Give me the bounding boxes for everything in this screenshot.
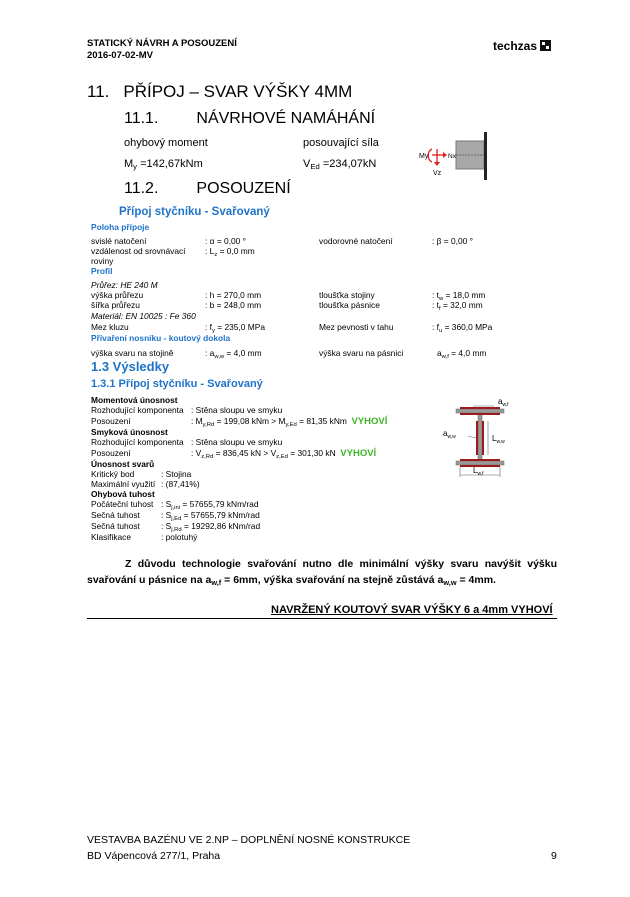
fig-vz-label: Vz (433, 170, 442, 177)
shear-value (303, 158, 376, 170)
sirka-value: : b = 248,0 mm (205, 300, 262, 310)
subsection-1-heading (124, 110, 375, 128)
stojina-label: tloušťka stojiny (319, 290, 375, 300)
conclusion-paragraph (87, 556, 557, 588)
stojina-sub: w (438, 296, 444, 302)
sec2-number: = 19292,86 kNm/rad (181, 521, 261, 531)
moment-pos-value (191, 416, 387, 427)
svar-pasnice-sub: w,f (441, 354, 449, 360)
vyuziti-label: Maximální využití (91, 479, 156, 489)
vzdalenost-label-2: roviny (91, 256, 114, 266)
moment-subscript: y (133, 162, 138, 171)
pevnost-symbol: : f (432, 322, 439, 332)
vodorovne-label: vodorovné natočení (319, 236, 393, 246)
shear-number: =234,07kN (322, 158, 377, 170)
footer-project: VESTAVBA BAZÉNU VE 2.NP – DOPLNĚNÍ NOSNÉ KONSTRUKCE (87, 834, 411, 846)
stojina-value (432, 290, 485, 300)
smyk-komp-value: : Stěna sloupu ve smyku (191, 437, 283, 447)
lww-label: $L_{w,w}$ (492, 434, 505, 445)
subsection-1-title: NÁVRHOVÉ NAMÁHÁNÍ (196, 110, 376, 127)
svar-pasnice-number: = 4,0 mm (448, 348, 487, 358)
klas-value: : polotuhý (161, 532, 198, 542)
shear-label: posouvající síla (303, 137, 379, 149)
aww-leader (468, 436, 476, 438)
poc-value (161, 499, 259, 509)
aww-label: $a_{w,w}$ (443, 429, 456, 440)
vzdalenost-number: = 0,0 mm (217, 246, 255, 256)
svar-stojina-symbol: : a (205, 348, 215, 358)
poloha-heading: Poloha přípoje (91, 222, 150, 232)
sec2-sub: j,Rd (171, 527, 182, 533)
top-flange-weld-under (460, 413, 500, 415)
sec1-label: Sečná tuhost (91, 510, 140, 520)
pasnice-value (432, 300, 483, 310)
moment-number: =142,67kNm (140, 158, 203, 170)
company-logo (493, 39, 551, 53)
pevnost-number: = 360,0 MPa (442, 322, 493, 332)
logo-mark-icon (540, 40, 551, 51)
nx-arrowhead-icon (443, 152, 447, 158)
vysledky-heading: 1.3 Výsledky (91, 359, 170, 374)
moment-pos-label: Posouzení (91, 416, 131, 426)
logo-text: techzas (493, 39, 538, 53)
poc-number: = 57655,79 kNm/rad (180, 499, 259, 509)
web (478, 415, 482, 461)
doc-header-title: STATICKÝ NÁVRH A POSOUZENÍ (87, 38, 237, 49)
med-value: = 81,35 kNm (296, 416, 347, 426)
mrd-sub: y,Rd (202, 422, 215, 428)
unosnost-heading: Únosnost svarů (91, 459, 155, 469)
svar-stojina-number: = 4,0 mm (224, 348, 262, 358)
vrd-sub: z,Rd (201, 454, 214, 460)
vrd-value: = 836,45 kN > V (213, 448, 277, 458)
sec1-symbol: : S (161, 510, 172, 520)
smyk-result-badge: VYHOVÍ (340, 448, 377, 459)
report-title: Přípoj styčníku - Svařovaný (119, 206, 270, 218)
profil-heading: Profil (91, 266, 113, 276)
ved-value: = 301,30 kN (287, 448, 336, 458)
poc-sub: j,ini (171, 505, 181, 511)
section-heading (87, 82, 352, 102)
svar-pasnice-label: výška svaru na pásnici (319, 348, 404, 358)
moment-arrow-icon (428, 149, 432, 162)
moment-komp-label: Rozhodující komponenta (91, 405, 184, 415)
footer-address: BD Vápencová 277/1, Praha (87, 850, 221, 862)
vrd-symbol: : V (191, 448, 202, 458)
prurez-label: Průřez: HE 240 M (91, 280, 158, 290)
sec2-value (161, 521, 260, 531)
web-weld-right (482, 421, 484, 455)
section-number: 11. (87, 82, 110, 101)
pasnice-label: tloušťka pásnice (319, 300, 380, 310)
vyska-label: výška průřezu (91, 290, 144, 300)
svisle-label: svislé natočení (91, 236, 147, 246)
med-sub: y,Ed (285, 422, 297, 428)
mrd-value: = 199,08 kNm > M (214, 416, 286, 426)
svisle-value: : α = 0,00 ° (205, 236, 247, 246)
vyuziti-value: : (87,41%) (161, 479, 200, 489)
svar-pasnice-symbol: a (437, 348, 442, 358)
vyska-value: : h = 270,0 mm (205, 290, 262, 300)
moment-symbol: M (124, 158, 134, 170)
fig-my-label: My (419, 153, 429, 160)
subsection-2-title: POSOUZENÍ (196, 180, 291, 197)
verdict-rule (87, 618, 557, 619)
kluz-number: = 235,0 MPa (214, 322, 265, 332)
sec1-sub: j,Ed (171, 516, 182, 522)
shear-subscript: Ed (310, 162, 320, 171)
stojina-symbol: : t (432, 290, 439, 300)
poc-label: Počáteční tuhost (91, 499, 154, 509)
material-label: Materiál: EN 10025 : Fe 360 (91, 311, 196, 321)
bottom-flange-weld-under (460, 465, 500, 467)
pevnost-label: Mez pevnosti v tahu (319, 322, 394, 332)
stojina-number: = 18,0 mm (443, 290, 486, 300)
shear-symbol: V (303, 158, 311, 170)
force-diagram (418, 132, 490, 182)
lwf-label: $L_{w,f}$ (473, 466, 484, 477)
svar-heading: Přivaření nosníku - koutový dokola (91, 333, 231, 343)
subsection-1-number: 11.1. (124, 110, 159, 127)
smyk-komp-label: Rozhodující komponenta (91, 437, 184, 447)
doc-header-id: 2016-07-02-MV (87, 50, 154, 61)
moment-result-badge: VYHOVÍ (351, 416, 388, 427)
awf-label: $a_{w,f}$ (498, 397, 509, 408)
sec1-number: = 57655,79 kNm/rad (181, 510, 260, 520)
conclusion-text-1: Z důvodu technologie svařování nutno dle minimální výšky svaru navýšit výšku svařování u pásnice na a (87, 558, 557, 586)
smyk-heading: Smyková únosnost (91, 427, 168, 437)
fig-nx-label: Nx (448, 153, 456, 160)
bod-value: : Stojina (161, 469, 192, 479)
ved-sub: z,Ed (276, 454, 288, 460)
conclusion-text-2: = 6mm, výška svařování na stejně zůstává a (221, 574, 444, 586)
svar-stojina-label: výška svaru na stojině (91, 348, 174, 358)
sec2-symbol: : S (161, 521, 172, 531)
pasnice-number: = 32,0 mm (440, 300, 483, 310)
top-flange (456, 409, 504, 413)
pasnice-symbol: : t (432, 300, 439, 310)
pevnost-sub: u (438, 328, 443, 334)
sirka-label: šířka průřezu (91, 300, 140, 310)
tuhost-heading: Ohybová tuhost (91, 489, 155, 499)
page-number: 9 (551, 850, 557, 862)
moment-komp-value: : Stěna sloupu ve smyku (191, 405, 283, 415)
column-plate (484, 132, 487, 180)
moment-value (124, 158, 203, 170)
bottom-flange-weld (460, 459, 500, 461)
svar-stojina-value (205, 348, 262, 358)
conclusion-sub-2: w,w (443, 578, 457, 587)
sec1-value (161, 510, 260, 520)
vysledky-subheading: 1.3.1 Přípoj styčníku - Svařovaný (91, 378, 263, 390)
conclusion-sub-1: w,f (211, 578, 222, 587)
vz-arrowhead-icon (434, 162, 440, 166)
subsection-2-heading (124, 180, 291, 198)
smyk-pos-label: Posouzení (91, 448, 131, 458)
svar-stojina-sub: w,w (214, 354, 225, 360)
kluz-symbol: : f (205, 322, 212, 332)
web-weld-left (476, 421, 478, 455)
klas-label: Klasifikace (91, 532, 132, 542)
smyk-pos-value (191, 448, 376, 459)
vzdalenost-symbol: : L (205, 246, 215, 256)
poc-symbol: : S (161, 499, 172, 509)
kluz-sub: y (211, 328, 215, 334)
moment-heading: Momentová únosnost (91, 395, 178, 405)
svar-pasnice-value (437, 348, 486, 358)
sec2-label: Sečná tuhost (91, 521, 140, 531)
kluz-label: Mez kluzu (91, 322, 129, 332)
vzdalenost-sub: z (214, 252, 218, 258)
moment-label: ohybový moment (124, 137, 208, 149)
subsection-2-number: 11.2. (124, 180, 159, 197)
conclusion-text-3: = 4mm. (456, 574, 496, 586)
pevnost-value (432, 322, 492, 332)
top-flange-weld (460, 407, 500, 409)
verdict: NAVRŽENÝ KOUTOVÝ SVAR VÝŠKY 6 a 4mm VYHOVÍ (271, 604, 553, 616)
mrd-symbol: : M (191, 416, 203, 426)
vodorovne-value: : β = 0,00 ° (432, 236, 473, 246)
pasnice-sub: f (438, 306, 441, 312)
section-title: PŘÍPOJ – SVAR VÝŠKY 4MM (123, 82, 353, 101)
bod-label: Kritický bod (91, 469, 135, 479)
vzdalenost-label: vzdálenost od srovnávací (91, 246, 186, 256)
kluz-value (205, 322, 265, 332)
weld-diagram (440, 393, 540, 493)
bottom-flange (456, 461, 504, 465)
vzdalenost-value (205, 246, 255, 256)
